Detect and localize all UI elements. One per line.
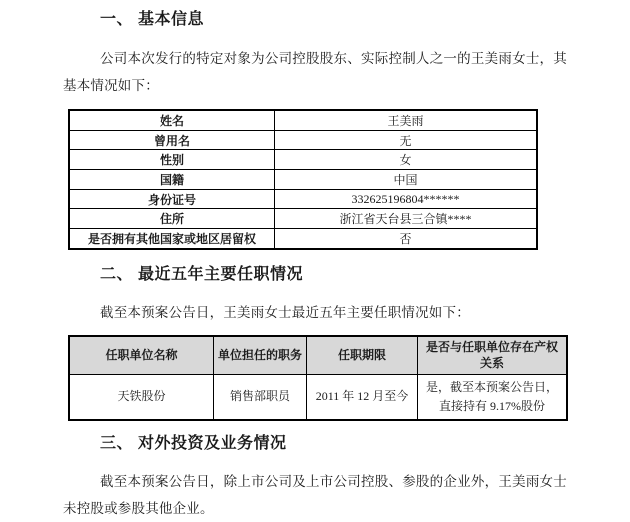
table-cell-term: 2011 年 12 月至今: [307, 374, 418, 420]
table-cell-label: 身份证号: [69, 189, 275, 209]
table-cell-value: 无: [275, 130, 538, 150]
table-row: [69, 150, 537, 170]
table-row: [69, 189, 537, 209]
table-cell-company: 天铁股份: [69, 374, 214, 420]
table-cell-value: 332625196804******: [275, 189, 538, 209]
table-cell-label: 曾用名: [69, 130, 275, 150]
table-cell-value: 中国: [275, 170, 538, 190]
table-cell-label: 国籍: [69, 170, 275, 190]
table-row: [69, 374, 567, 420]
table-cell-relation: 是，截至本预案公告日，直接持有 9.17%股份: [418, 374, 568, 420]
table-cell-value: 女: [275, 150, 538, 170]
table-cell-value: 浙江省天台县三合镇****: [275, 209, 538, 229]
section-heading-investment: 三、 对外投资及业务情况: [100, 434, 287, 452]
table-header-row: [69, 336, 567, 375]
table-cell-label: 是否拥有其他国家或地区居留权: [69, 229, 275, 249]
basic-info-paragraph: 公司本次发行的特定对象为公司控股股东、实际控制人之一的王美雨女士，其基本情况如下：: [63, 51, 567, 93]
table-cell-value: 否: [275, 229, 538, 249]
section-heading-employment: 二、 最近五年主要任职情况: [100, 265, 303, 283]
column-header-company: 任职单位名称: [69, 336, 214, 375]
investment-paragraph: 截至本预案公告日，除上市公司及上市公司控股、参股的企业外，王美雨女士未控股或参股其他企业。: [63, 473, 567, 516]
employment-table: [68, 335, 568, 421]
table-cell-value: 王美雨: [275, 110, 538, 130]
column-header-position: 单位担任的职务: [214, 336, 307, 375]
table-row: [69, 110, 537, 130]
column-header-relation: 是否与任职单位存在产权关系: [418, 336, 568, 375]
table-cell-label: 住所: [69, 209, 275, 229]
table-cell-position: 销售部职员: [214, 374, 307, 420]
basic-info-table: [68, 109, 538, 250]
table-row: [69, 229, 537, 249]
table-cell-label: 姓名: [69, 110, 275, 130]
table-row: [69, 170, 537, 190]
column-header-term: 任职期限: [307, 336, 418, 375]
table-row: [69, 209, 537, 229]
table-row: [69, 130, 537, 150]
section-heading-basic-info: 一、 基本信息: [100, 11, 204, 28]
table-cell-label: 性别: [69, 150, 275, 170]
employment-paragraph: 截至本预案公告日，王美雨女士最近五年主要任职情况如下：: [100, 304, 470, 320]
